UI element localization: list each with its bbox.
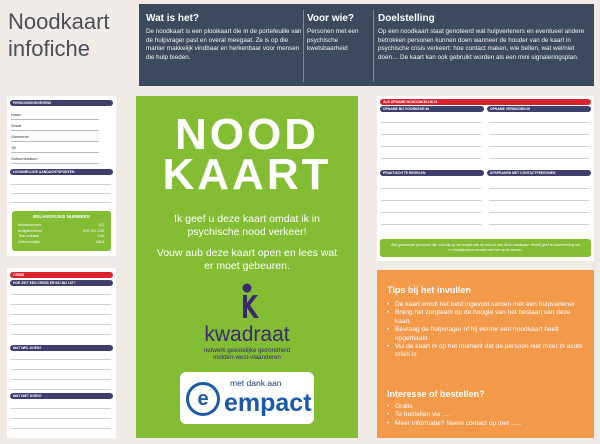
kwadraat-sub-line2: midden-west-vlaanderen [213,354,281,361]
empact-logo-box [180,372,314,424]
write-line [489,122,589,123]
page-title-line1: Noodkaart [8,9,110,34]
contacts-header: AFSPRAKEN MET CONTACTPERSONEN [487,170,591,176]
crisis-question-1: HOE ZIET EEN CRISIS ER BIJ MIJ UIT? [10,280,113,286]
interest-heading: Interesse of bestellen? [387,389,485,399]
tips-heading: Tips bij het invullen [387,285,471,295]
write-line [381,212,481,213]
write-line [489,200,589,201]
write-line [11,379,111,380]
write-line [381,224,481,225]
important-numbers-title: BELANGRIJKE NUMMERS [33,214,90,219]
kwadraat-logo-subtitle [136,347,358,361]
tip-item: • De kaart wordt het best ingevuld samen met een hulpverlener [387,301,587,309]
nood-heading: NOOD [175,110,319,159]
divider [373,10,374,82]
number-row [18,240,104,246]
what-is-it-section [146,13,304,62]
write-line [11,418,111,419]
consent-footer: Alle genoemde personen zijn volledig op de hoogte van de inhoud van deze noodkaart. Hierbij geef ik toestemming om in crisissituaties contact met hen op te nemen. [380,239,591,257]
field-street: Straat [11,124,22,128]
important-numbers-box [12,211,111,251]
goal-heading: Doelstelling [378,13,435,24]
number-label: Noodnummer [18,223,42,227]
divider [303,10,304,82]
number-value: 112 [97,223,104,227]
noodkaart-front-card [136,96,358,438]
kwadraat-logo-name: kwadraat [204,323,290,346]
crisis-question-3: WAT NIET DOEN? [10,393,113,399]
page-title-line2: infofiche [8,36,90,61]
personal-data-card [7,96,116,256]
write-line [489,134,589,135]
numbers-list [18,223,104,245]
write-line [381,158,481,159]
write-line [381,134,481,135]
number-value: 106 [97,234,104,239]
empact-logo-name: empact [224,389,312,417]
page-title [8,8,136,62]
gift-text: Ik geef u deze kaart omdat ik in psychische nood verkeer! [174,213,320,238]
goal-text: Op een noodkaart staat genoteerd wat hulpverleners en eventueel andere betrokken personen kunnen doen wanneer de houder van de kaart in psychische crisis verkeert: hoe contact maken, wie bellen, wat wel/niet doen… De kaart kan ook gebruikt worden als een mini signaleringsplan. [378,28,585,61]
admission-header: ALS OPNAME NOODZAKELIJK IS [380,99,591,105]
field-city: Gemeente [11,135,29,139]
interest-item: • Meer informatie? Neem contact op met ….. [387,420,587,428]
write-line [11,369,111,370]
write-line [381,188,481,189]
write-line [11,359,111,360]
write-line [489,188,589,189]
write-line [489,146,589,147]
tip-item: • Breng het zorgteam op de hoogte van het bestaan van deze kaart [387,309,587,326]
physical-attention-header: LICHAMELIJKE AANDACHTSPUNTEN [10,169,113,175]
empact-logo-letter: e [197,388,209,410]
goal-section [378,13,591,62]
write-line [11,389,111,390]
for-whom-text: Personen met een psychische kwetsbaarheid [307,28,359,53]
practical-header: PRAKTISCH TE REGELEN [380,170,484,176]
number-label: Tele-onthaal [18,234,39,239]
for-whom-section [307,13,369,54]
kwadraat-sub-line1: netwerk geestelijke gezondheid [203,347,291,354]
number-value: 1813 [95,239,104,244]
interest-item: • Te bestellen via …. [387,411,587,419]
empact-logo-icon [186,382,220,416]
write-line [11,184,111,185]
crisis-card [7,268,116,438]
number-value: 070 245 245 [82,228,104,233]
for-whom-heading: Voor wie? [307,13,355,24]
admission-card [377,96,594,261]
write-line [489,212,589,213]
write-line [11,324,111,325]
info-band [139,4,594,86]
crisis-question-2: WAT WEL DOEN? [10,345,113,351]
number-label: Zelfmoordlijn [18,239,40,244]
interest-list [387,403,587,428]
empact-thanks: met dank aan [230,378,282,388]
tips-list [387,301,587,360]
write-line [489,224,589,225]
write-line [11,314,111,315]
kwadraat-logo-icon [232,282,262,322]
preferred-admission-header: OPNAME BIJ VOORKEUR IN [380,106,484,112]
write-line [11,408,111,409]
what-is-it-heading: Wat is het? [146,13,199,24]
tips-card [377,270,594,438]
interest-item: • Gratis [387,403,587,411]
avoid-admission-header: OPNAME VERMIJDEN IN [487,106,591,112]
write-line [11,304,111,305]
write-line [11,294,111,295]
tip-item: • Bevraag de hulpvrager of hij eerder een noodkaart heeft opgemaakt [387,326,587,343]
write-line [381,122,481,123]
tip-item: • Vul de kaart in op het moment dat de persoon niet meer in acute crisis is [387,343,587,360]
number-label: Antigifcentrum [18,228,43,233]
what-is-it-text: De noodkaart is een plooikaart die in de portefeuille van de hulpvrager past en overal meegaat. Ze is op die manier makkelijk vindbaar en herkenbaar voor mensen die hulp bieden. [146,28,302,61]
crisis-header: CRISIS [10,272,113,278]
write-line [381,146,481,147]
write-line [489,158,589,159]
open-text: Vouw aub deze kaart open en lees wat er moet gebeuren. [156,247,338,272]
write-line [11,193,111,194]
field-birthdate: Geboortedatum [11,157,38,161]
field-phone: Tel [11,146,16,150]
field-name: Naam [11,113,22,117]
write-line [11,202,111,203]
kaart-heading: KAART [162,150,332,199]
personal-data-header: PERSOONSGEGEVENS [10,100,113,106]
write-line [381,200,481,201]
write-line [11,428,111,429]
write-line [11,334,111,335]
